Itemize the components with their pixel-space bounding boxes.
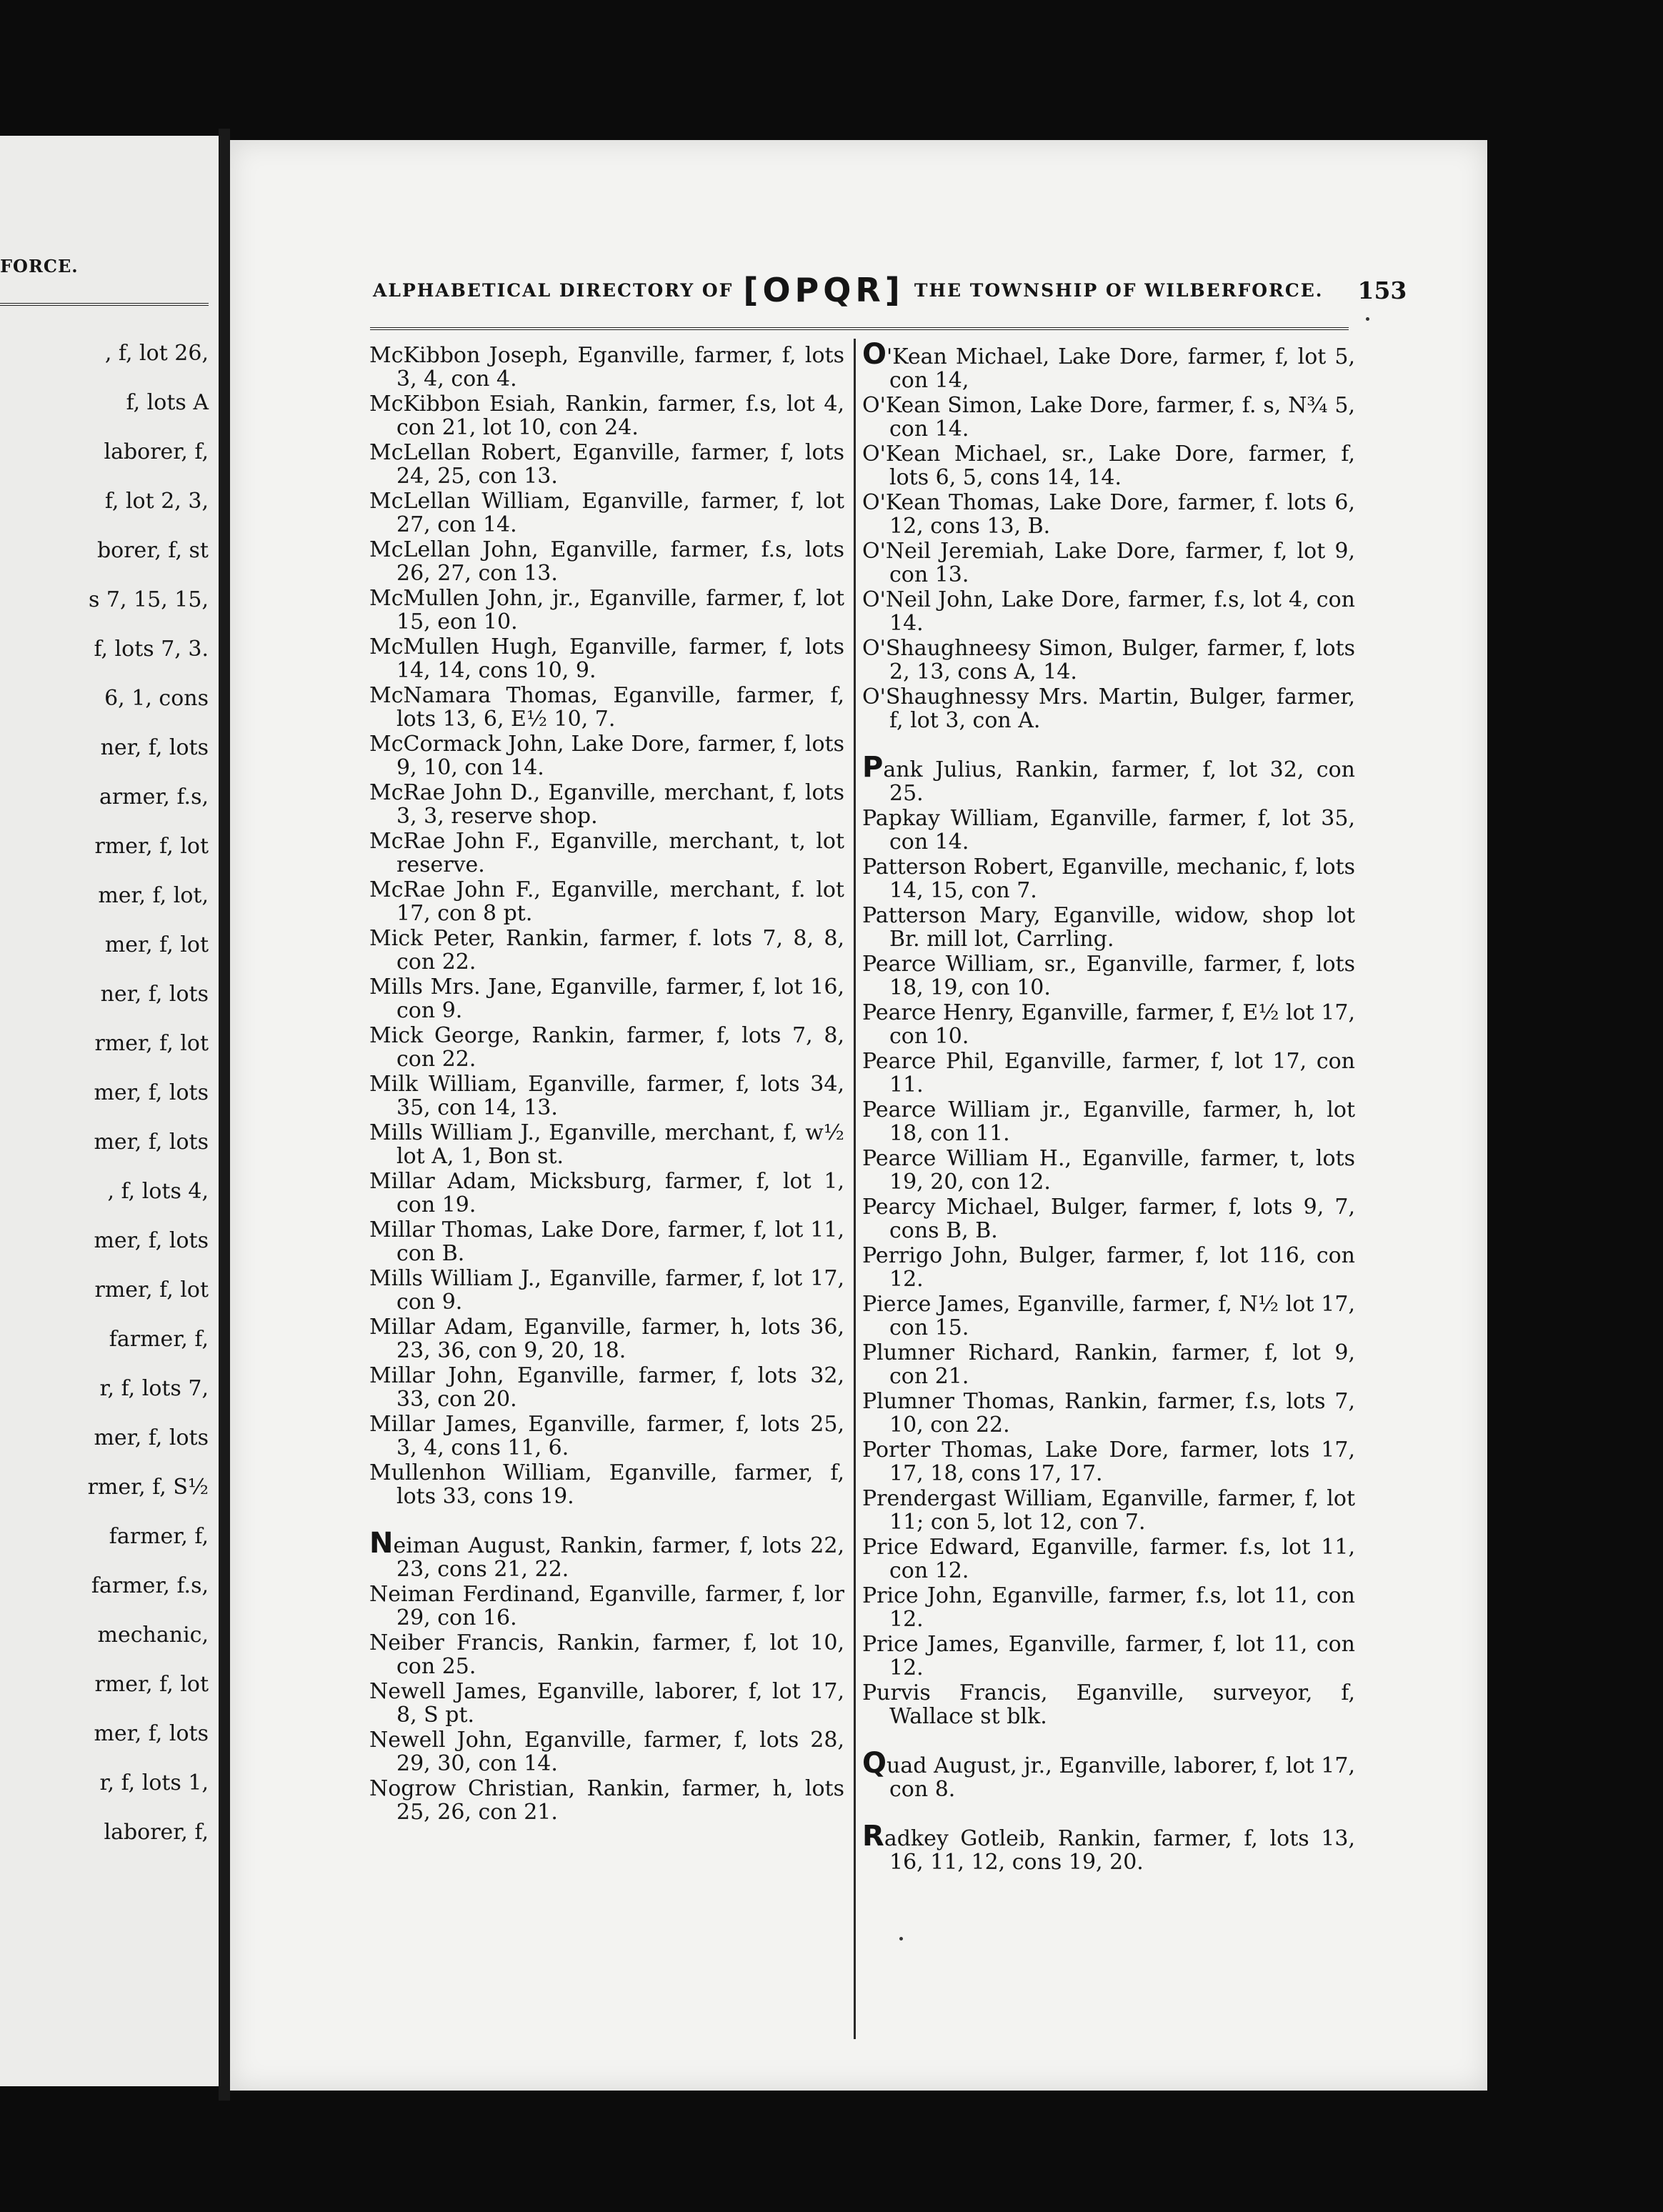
entry-text: McMullen John, jr., Eganville, farmer, f, lot 15, eon 10. (369, 586, 844, 634)
directory-entry (369, 1315, 844, 1362)
entry-text: Millar Thomas, Lake Dore, farmer, f, lot 11, con B. (369, 1217, 844, 1266)
entry-text: McRae John D., Eganville, merchant, f, lots 3, 3, reserve shop. (369, 780, 844, 829)
entry-text: Purvis Francis, Eganville, surveyor, f, Wallace st blk. (862, 1680, 1355, 1729)
directory-entry (369, 1267, 844, 1314)
entry-text: McMullen Hugh, Eganville, farmer, f, lots 14, 14, cons 10, 9. (369, 634, 844, 683)
page-header (373, 267, 1407, 313)
facing-page-rule (0, 303, 209, 306)
facing-page-line: ner, f, lots (100, 735, 209, 760)
entry-text: Mick George, Rankin, farmer, f, lots 7, 8, con 22. (369, 1023, 844, 1072)
entry-text: McLellan John, Eganville, farmer, f.s, lots 26, 27, con 13. (369, 537, 844, 586)
directory-entry (369, 1364, 844, 1411)
facing-page-line: mer, f, lots (94, 1228, 209, 1253)
entry-text: Porter Thomas, Lake Dore, farmer, lots 17, 17, 18, cons 17, 17. (862, 1438, 1355, 1486)
entry-text: Papkay William, Eganville, farmer, f, lot 35, con 14. (862, 806, 1355, 855)
entry-text: Millar James, Eganville, farmer, f, lots 25, 3, 4, cons 11, 6. (369, 1412, 844, 1460)
directory-entry (369, 635, 844, 682)
facing-page-line: armer, f.s, (99, 784, 209, 809)
directory-entry (369, 1680, 844, 1727)
directory-entry (369, 781, 844, 828)
entry-text: Neiman Ferdinand, Eganville, farmer, f, lor 29, con 16. (369, 1582, 844, 1630)
entry-text: O'Shaughnessy Mrs. Martin, Bulger, farmer, f, lot 3, con A. (862, 684, 1355, 733)
directory-entry (862, 855, 1355, 902)
facing-page-line: 6, 1, cons (104, 686, 209, 711)
header-left-text: ALPHABETICAL DIRECTORY OF (373, 279, 734, 301)
directory-entry (862, 1244, 1355, 1291)
left-column (369, 344, 844, 1825)
facing-page-line: ner, f, lots (100, 982, 209, 1007)
entry-text: McNamara Thomas, Eganville, farmer, f, lots 13, 6, E½ 10, 7. (369, 683, 844, 732)
directory-entry (369, 684, 844, 731)
facing-page-line: r, f, lots 1, (99, 1770, 209, 1795)
directory-entry (862, 1098, 1355, 1145)
facing-page-line: mechanic, (97, 1623, 209, 1648)
entry-text: Pearce William, sr., Eganville, farmer, f, lots 18, 19, con 10. (862, 952, 1355, 1000)
entry-text: uad August, jr., Eganville, laborer, f, lot 17, con 8. (887, 1753, 1355, 1802)
section-initial: P (862, 751, 884, 784)
directory-entry (369, 1631, 844, 1678)
directory-entry (369, 392, 844, 439)
entry-text: Nogrow Christian, Rankin, farmer, h, lots 25, 26, con 21. (369, 1776, 844, 1825)
entry-text: Millar John, Eganville, farmer, f, lots 32, 33, con 20. (369, 1363, 844, 1412)
entry-text: Pearce William jr., Eganville, farmer, h, lot 18, con 11. (862, 1097, 1355, 1146)
header-right-text: THE TOWNSHIP OF WILBERFORCE. (914, 279, 1324, 301)
directory-entry (862, 1633, 1355, 1680)
directory-entry (369, 587, 844, 634)
facing-page-line: s 7, 15, 15, (88, 587, 209, 612)
print-speck (899, 1937, 903, 1941)
directory-page (230, 140, 1487, 2091)
entry-text: Pearce William H., Eganville, farmer, t, lots 19, 20, con 12. (862, 1146, 1355, 1195)
entry-text: Millar Adam, Eganville, farmer, h, lots 36, 23, 36, con 9, 20, 18. (369, 1315, 844, 1363)
column-divider (854, 339, 856, 2039)
right-column (862, 338, 1355, 1875)
facing-page-header: FORCE. (0, 256, 79, 276)
directory-entry (862, 491, 1355, 538)
entry-text: Price John, Eganville, farmer, f.s, lot 11, con 12. (862, 1583, 1355, 1632)
directory-entry (862, 751, 1355, 806)
directory-entry (862, 1535, 1355, 1583)
entry-text: Newell John, Eganville, farmer, f, lots 28, 29, 30, con 14. (369, 1728, 844, 1776)
directory-entry (862, 904, 1355, 951)
entry-text: Patterson Robert, Eganville, mechanic, f, lots 14, 15, con 7. (862, 855, 1355, 903)
directory-entry (862, 1681, 1355, 1728)
directory-entry (369, 344, 844, 391)
entry-text: eiman August, Rankin, farmer, f, lots 22, 23, cons 21, 22. (393, 1533, 844, 1582)
directory-entry (369, 1527, 844, 1582)
directory-entry (862, 1341, 1355, 1388)
facing-page-line: rmer, f, S½ (87, 1475, 209, 1500)
entry-text: Mills William J., Eganville, farmer, f, lot 17, con 9. (369, 1266, 844, 1315)
entry-text: Mick Peter, Rankin, farmer, f. lots 7, 8, 8, con 22. (369, 926, 844, 975)
directory-entry (862, 1584, 1355, 1631)
entry-text: Pearce Henry, Eganville, farmer, f, E½ lot 17, con 10. (862, 1000, 1355, 1049)
directory-entry (369, 975, 844, 1022)
facing-page-line: mer, f, lot (104, 932, 209, 957)
facing-page-lines (88, 329, 209, 1857)
facing-page-line: laborer, f, (104, 1820, 209, 1845)
directory-entry (369, 1413, 844, 1460)
facing-page-line: farmer, f, (109, 1524, 209, 1549)
entry-text: Perrigo John, Bulger, farmer, f, lot 116, con 12. (862, 1243, 1355, 1292)
facing-page-line: mer, f, lot, (98, 883, 209, 908)
entry-text: 'Kean Michael, Lake Dore, farmer, f, lot 5, con 14, (887, 344, 1355, 393)
facing-page-line: farmer, f, (109, 1327, 209, 1352)
directory-entry (862, 1820, 1355, 1875)
facing-page-line: f, lots A (126, 390, 209, 415)
directory-entry (862, 807, 1355, 854)
page-number: 153 (1357, 276, 1407, 304)
entry-text: Newell James, Eganville, laborer, f, lot 17, 8, S pt. (369, 1679, 844, 1728)
facing-page-line: farmer, f.s, (91, 1573, 209, 1598)
directory-entry (369, 878, 844, 925)
directory-entry (369, 1583, 844, 1630)
directory-entry (862, 1001, 1355, 1048)
facing-page-line: mer, f, lots (94, 1130, 209, 1155)
facing-page-line: borer, f, st (96, 538, 209, 563)
directory-entry (369, 441, 844, 488)
directory-entry (862, 1147, 1355, 1194)
directory-entry (862, 637, 1355, 684)
entry-text: O'Neil John, Lake Dore, farmer, f.s, lot 4, con 14. (862, 587, 1355, 636)
entry-text: Neiber Francis, Rankin, farmer, f, lot 10, con 25. (369, 1630, 844, 1679)
directory-entry (369, 538, 844, 585)
entry-text: McRae John F., Eganville, merchant, f. lot 17, con 8 pt. (369, 877, 844, 926)
directory-entry (862, 338, 1355, 393)
directory-entry (369, 1024, 844, 1071)
facing-page-line: , f, lot 26, (104, 341, 209, 366)
entry-text: McKibbon Joseph, Eganville, farmer, f, lots 3, 4, con 4. (369, 343, 844, 392)
directory-entry (369, 1461, 844, 1508)
entry-text: Patterson Mary, Eganville, widow, shop lot Br. mill lot, Carrling. (862, 903, 1355, 952)
entry-text: adkey Gotleib, Rankin, farmer, f, lots 13, 16, 11, 12, cons 19, 20. (884, 1826, 1355, 1875)
book-gutter (219, 129, 230, 2101)
facing-page-line: rmer, f, lot (94, 1277, 209, 1302)
entry-text: Mills Mrs. Jane, Eganville, farmer, f, lot 16, con 9. (369, 975, 844, 1023)
directory-entry (369, 732, 844, 779)
directory-entry (862, 1195, 1355, 1242)
facing-page-line: mer, f, lots (94, 1080, 209, 1105)
directory-entry (369, 927, 844, 974)
directory-entry (862, 1487, 1355, 1534)
directory-entry (862, 588, 1355, 635)
directory-entry (862, 442, 1355, 489)
entry-text: McCormack John, Lake Dore, farmer, f, lots 9, 10, con 14. (369, 732, 844, 780)
section-initial: N (369, 1527, 394, 1560)
directory-entry (862, 952, 1355, 1000)
entry-text: Plumner Richard, Rankin, farmer, f, lot 9, con 21. (862, 1340, 1355, 1389)
entry-text: McKibbon Esiah, Rankin, farmer, f.s, lot 4, con 21, lot 10, con 24. (369, 392, 844, 440)
entry-text: Price James, Eganville, farmer, f, lot 11, con 12. (862, 1632, 1355, 1680)
directory-entry (369, 1121, 844, 1168)
facing-page-line: r, f, lots 7, (99, 1376, 209, 1401)
entry-text: McLellan Robert, Eganville, farmer, f, lots 24, 25, con 13. (369, 440, 844, 489)
entry-text: O'Shaughneesy Simon, Bulger, farmer, f, lots 2, 13, cons A, 14. (862, 636, 1355, 684)
entry-text: Pearce Phil, Eganville, farmer, f, lot 17, con 11. (862, 1049, 1355, 1097)
facing-page-line: mer, f, lots (94, 1425, 209, 1450)
facing-page-line: , f, lots 4, (107, 1179, 209, 1204)
entry-text: Millar Adam, Micksburg, farmer, f, lot 1, con 19. (369, 1169, 844, 1217)
directory-entry (369, 1728, 844, 1775)
facing-page-line: f, lots 7, 3. (94, 637, 209, 662)
facing-page-line: rmer, f, lot (94, 1672, 209, 1697)
header-section-letters: [OPQR] (743, 271, 904, 309)
entry-text: O'Neil Jeremiah, Lake Dore, farmer, f, lot 9, con 13. (862, 539, 1355, 587)
entry-text: Milk William, Eganville, farmer, f, lots 34, 35, con 14, 13. (369, 1072, 844, 1120)
directory-entry (369, 830, 844, 877)
entry-text: Price Edward, Eganville, farmer. f.s, lot 11, con 12. (862, 1535, 1355, 1583)
section-initial: Q (862, 1747, 887, 1780)
header-rule (370, 327, 1349, 330)
print-speck (1366, 317, 1369, 321)
directory-entry (369, 1170, 844, 1217)
directory-entry (369, 1218, 844, 1265)
entry-text: Mills William J., Eganville, merchant, f, w½ lot A, 1, Bon st. (369, 1120, 844, 1169)
directory-entry (369, 1777, 844, 1824)
directory-entry (862, 539, 1355, 587)
directory-entry (862, 685, 1355, 732)
facing-page-line: laborer, f, (104, 439, 209, 464)
directory-entry (369, 1072, 844, 1120)
entry-text: Pierce James, Eganville, farmer, f, N½ lot 17, con 15. (862, 1292, 1355, 1340)
section-initial: R (862, 1820, 884, 1853)
facing-page-line: f, lot 2, 3, (104, 489, 209, 514)
section-initial: O (862, 338, 887, 371)
facing-page-fragment (0, 136, 219, 2086)
entry-text: McLellan William, Eganville, farmer, f, lot 27, con 14. (369, 489, 844, 537)
entry-text: Mullenhon William, Eganville, farmer, f, lots 33, cons 19. (369, 1460, 844, 1509)
entry-text: O'Kean Michael, sr., Lake Dore, farmer, f, lots 6, 5, cons 14, 14. (862, 442, 1355, 490)
directory-entry (862, 1390, 1355, 1437)
facing-page-line: rmer, f, lot (94, 1031, 209, 1056)
entry-text: O'Kean Thomas, Lake Dore, farmer, f. lots 6, 12, cons 13, B. (862, 490, 1355, 539)
directory-entry (862, 1747, 1355, 1802)
directory-entry (862, 394, 1355, 441)
entry-text: O'Kean Simon, Lake Dore, farmer, f. s, N¾ 5, con 14. (862, 393, 1355, 442)
entry-text: ank Julius, Rankin, farmer, f, lot 32, con 25. (883, 757, 1355, 806)
entry-text: Plumner Thomas, Rankin, farmer, f.s, lots 7, 10, con 22. (862, 1389, 1355, 1438)
directory-entry (862, 1292, 1355, 1340)
entry-text: McRae John F., Eganville, merchant, t, lot reserve. (369, 829, 844, 877)
directory-entry (862, 1050, 1355, 1097)
entry-text: Prendergast William, Eganville, farmer, f, lot 11; con 5, lot 12, con 7. (862, 1486, 1355, 1535)
directory-entry (369, 489, 844, 537)
directory-entry (862, 1438, 1355, 1485)
facing-page-line: rmer, f, lot (94, 834, 209, 859)
facing-page-line: mer, f, lots (94, 1721, 209, 1746)
entry-text: Pearcy Michael, Bulger, farmer, f, lots 9, 7, cons B, B. (862, 1195, 1355, 1243)
